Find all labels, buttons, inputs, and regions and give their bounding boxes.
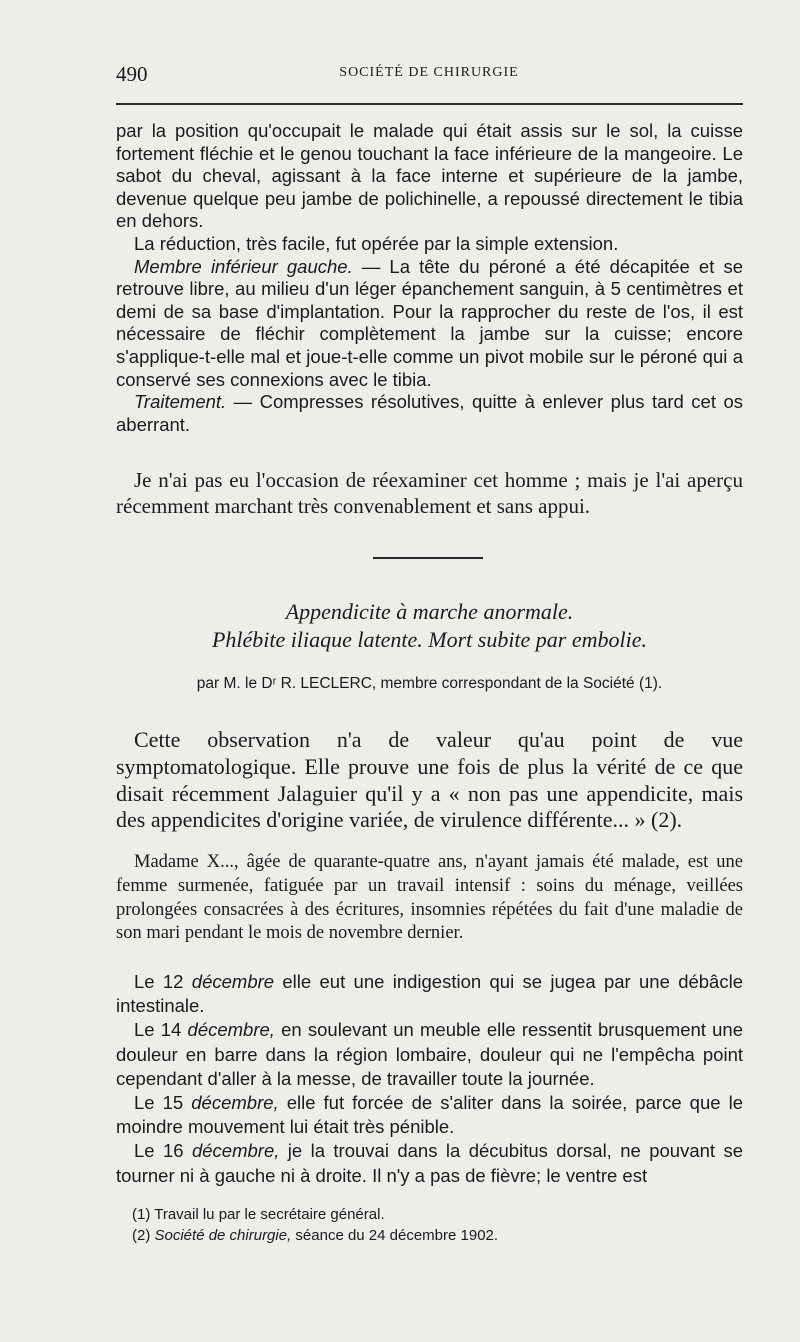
text: Le 15 [134, 1092, 192, 1114]
text: elle fut forcée de s'aliter dans la soirée, parce que le moindre mouvement lui était très pénible. [116, 1092, 743, 1138]
date: décembre, [191, 1140, 280, 1162]
paragraph-label: Membre inférieur gauche. [134, 255, 353, 277]
section-previous-case [116, 120, 743, 436]
footnote: (1) Travail lu par le secrétaire général. [132, 1206, 385, 1223]
running-title: SOCIÉTÉ DE CHIRURGIE [339, 65, 519, 80]
paragraph-text: — Compresses résolutives, quitte à enlever plus tard cet os aberrant. [116, 391, 743, 435]
text: séance du 24 décembre 1902. [291, 1227, 499, 1244]
date: décembre [191, 971, 275, 992]
text: Le 16 [134, 1140, 192, 1162]
article-title [116, 598, 743, 654]
paragraph [116, 970, 743, 1018]
footnotes [132, 1204, 743, 1246]
title-line: Appendicite à marche anormale. [285, 599, 574, 624]
text: Le 14 [134, 1019, 188, 1041]
text: je la trouvai dans la décubitus dorsal, ne pouvant se tourner ni à gauche ni à droite. Il n'y a pas de fièvre; le ventre est [116, 1140, 743, 1186]
paragraph: Cette observation n'a de valeur qu'au point de vue symptomatologique. Elle prouve une fois de plus la vérité de ce que disait récemment Jalaguier qu'il y a « non pas une appendicite, mais des appendicites d'origine variée, de virulence différente... » (2). [116, 727, 743, 833]
header-rule [116, 103, 743, 105]
paragraph-text: — La tête du péroné a été décapitée et se retrouve libre, au milieu d'un léger épanchement sanguin, à 5 centimètres et demi de sa base d'implantation. Pour la rapprocher du reste de l'os, il est nécessaire de fléchir complètement la jambe sur la cuisse; encore s'applique-t-elle mal et joue-t-elle comme un pivot mobile sur le péroné qui a conservé ses connexions avec le tibia. [116, 255, 743, 390]
case-history [116, 851, 743, 946]
paragraph [116, 1018, 743, 1091]
text: elle eut une indigestion qui se jugea par une débâcle intestinale. [116, 971, 743, 1017]
date: décembre, [191, 1092, 279, 1114]
paragraph: Madame X..., âgée de quarante-quatre ans, n'ayant jamais été malade, est une femme surmenée, fatiguée par un travail intensif : soins du ménage, veillées prolongées consacrées à des écritures, insomnies répétées du fait d'une maladie de son mari pendant le mois de novembre dernier. [116, 852, 743, 944]
paragraph-label: Traitement. [134, 391, 227, 413]
article-intro [116, 727, 743, 834]
text: en soulevant un meuble elle ressentit brusquement une douleur en barre dans la région lombaire, douleur qui ne l'empêcha point cependant d'aller à la messe, de travailler toute la journée. [116, 1019, 743, 1089]
case-timeline [116, 970, 743, 1188]
title-line: Phlébite iliaque latente. Mort subite par embolie. [211, 627, 648, 652]
paragraph [116, 1091, 743, 1139]
section-separator [373, 557, 483, 559]
page-number: 490 [116, 62, 148, 86]
paragraph: Je n'ai pas eu l'occasion de réexaminer cet homme ; mais je l'ai aperçu récemment marchant très convenablement et sans appui. [116, 468, 743, 518]
text: Le 12 [134, 971, 192, 992]
section-conclusion [116, 467, 743, 519]
footnote [132, 1225, 743, 1246]
page-header [116, 62, 742, 84]
paragraph [116, 391, 743, 436]
paragraph [116, 256, 743, 392]
date: décembre, [187, 1019, 275, 1041]
citation: Société de chirurgie, [154, 1227, 292, 1244]
article-author: par M. le Dʳ R. LECLERC, membre correspondant de la Société (1). [196, 675, 663, 692]
text: (2) [132, 1227, 155, 1244]
paragraph: par la position qu'occupait le malade qui était assis sur le sol, la cuisse fortement fléchie et le genou touchant la face inférieure de la mangeoire. Le sabot du cheval, agissant à la face interne et supérieure de la jambe, devenue quelque peu jambe de polichinelle, a repoussé directement le tibia en dehors. [116, 120, 743, 232]
paragraph [116, 1139, 743, 1187]
paragraph: La réduction, très facile, fut opérée par la simple extension. [134, 232, 619, 254]
